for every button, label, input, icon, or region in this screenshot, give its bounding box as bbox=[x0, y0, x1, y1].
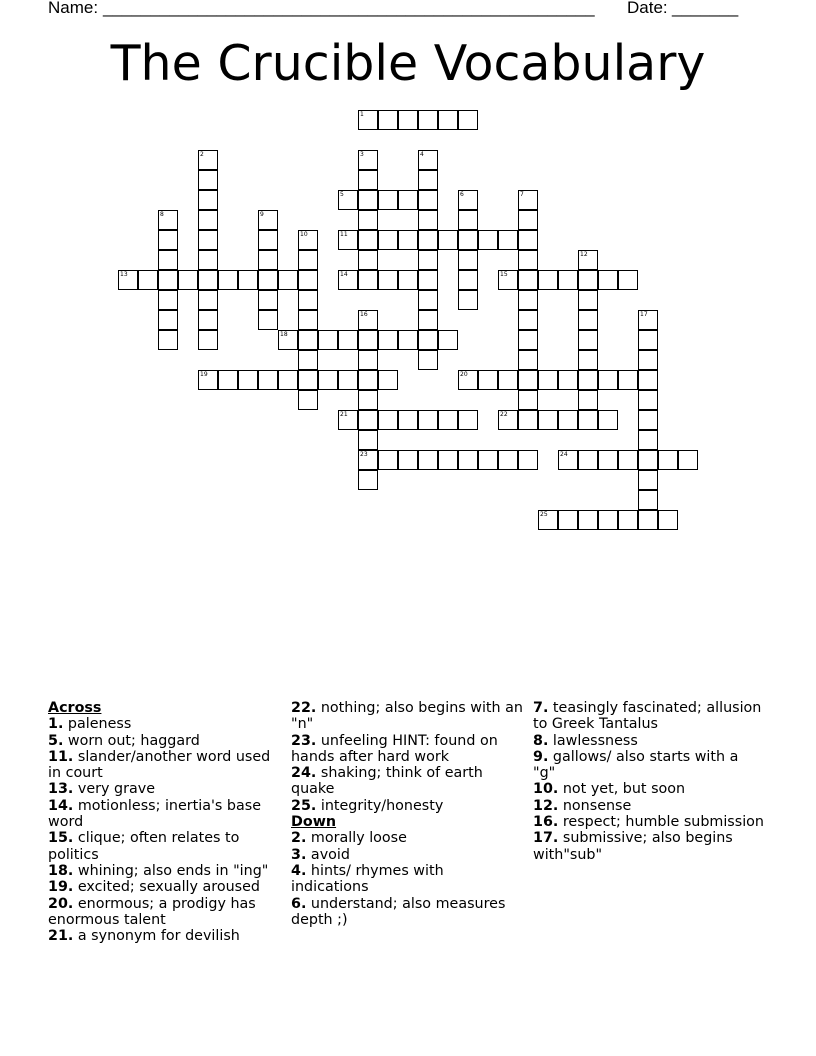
clue-number-label: 6 bbox=[460, 191, 464, 198]
grid-cell[interactable] bbox=[598, 370, 618, 390]
grid-cell[interactable] bbox=[438, 330, 458, 350]
clue-number: 9. bbox=[533, 748, 549, 765]
grid-cell-4[interactable] bbox=[418, 150, 438, 170]
grid-cell[interactable] bbox=[278, 270, 298, 290]
grid-cell[interactable] bbox=[638, 330, 658, 350]
grid-cell[interactable] bbox=[458, 210, 478, 230]
grid-cell[interactable] bbox=[378, 110, 398, 130]
clue-text: nothing; also begins with an "n" bbox=[291, 700, 523, 733]
across-clue bbox=[291, 733, 523, 766]
grid-cell-11[interactable] bbox=[338, 230, 358, 250]
grid-cell-14[interactable] bbox=[338, 270, 358, 290]
clue-number-label: 22 bbox=[500, 411, 508, 418]
grid-cell-1[interactable] bbox=[358, 110, 378, 130]
grid-cell-7[interactable] bbox=[518, 190, 538, 210]
date-label: Date: bbox=[627, 0, 668, 17]
grid-cell[interactable] bbox=[258, 310, 278, 330]
grid-cell[interactable] bbox=[538, 370, 558, 390]
clue-number: 21. bbox=[48, 928, 74, 945]
grid-cell[interactable] bbox=[498, 370, 518, 390]
grid-cell[interactable] bbox=[298, 250, 318, 270]
clue-number-label: 24 bbox=[560, 451, 568, 458]
down-clue-list bbox=[291, 830, 523, 928]
grid-cell[interactable] bbox=[518, 310, 538, 330]
grid-cell[interactable] bbox=[598, 410, 618, 430]
grid-cell[interactable] bbox=[438, 230, 458, 250]
clue-number: 7. bbox=[533, 700, 549, 716]
grid-cell[interactable] bbox=[538, 410, 558, 430]
down-clue bbox=[533, 700, 765, 733]
grid-cell-6[interactable] bbox=[458, 190, 478, 210]
clue-number-label: 12 bbox=[580, 251, 588, 258]
grid-cell[interactable] bbox=[358, 170, 378, 190]
grid-cell[interactable] bbox=[358, 330, 378, 350]
clue-text: shaking; think of earth quake bbox=[291, 765, 483, 798]
across-clue bbox=[291, 765, 523, 798]
grid-cell[interactable] bbox=[458, 230, 478, 250]
grid-cell[interactable] bbox=[518, 290, 538, 310]
clue-text: whining; also ends in "ing" bbox=[73, 862, 269, 879]
grid-cell[interactable] bbox=[398, 330, 418, 350]
grid-cell-16[interactable] bbox=[358, 310, 378, 330]
grid-cell[interactable] bbox=[318, 370, 338, 390]
grid-cell-21[interactable] bbox=[338, 410, 358, 430]
grid-cell[interactable] bbox=[618, 370, 638, 390]
grid-cell[interactable] bbox=[658, 450, 678, 470]
clue-text: gallows/ also starts with a "g" bbox=[533, 748, 739, 782]
date-field-line[interactable]: _______ bbox=[672, 0, 739, 17]
across-clue bbox=[48, 716, 280, 732]
grid-cell[interactable] bbox=[578, 450, 598, 470]
grid-cell[interactable] bbox=[358, 430, 378, 450]
across-clue bbox=[48, 879, 280, 895]
grid-cell[interactable] bbox=[418, 310, 438, 330]
clue-text: enormous; a prodigy has enormous talent bbox=[48, 895, 256, 928]
clue-text: motionless; inertia's base word bbox=[48, 797, 262, 831]
across-clue bbox=[48, 830, 280, 863]
grid-cell[interactable] bbox=[578, 410, 598, 430]
clue-text: paleness bbox=[63, 716, 132, 733]
grid-cell[interactable] bbox=[458, 410, 478, 430]
clue-number-label: 8 bbox=[160, 211, 164, 218]
grid-cell[interactable] bbox=[358, 190, 378, 210]
clue-number-label: 20 bbox=[460, 371, 468, 378]
down-clue bbox=[533, 814, 765, 830]
grid-cell[interactable] bbox=[518, 370, 538, 390]
name-field-line[interactable]: ____________________________________________________ bbox=[103, 0, 595, 17]
clue-number: 8. bbox=[533, 732, 549, 749]
grid-cell[interactable] bbox=[198, 210, 218, 230]
down-clue-list-continued bbox=[533, 700, 765, 863]
grid-cell-3[interactable] bbox=[358, 150, 378, 170]
clue-text: lawlessness bbox=[548, 732, 638, 749]
grid-cell[interactable] bbox=[398, 270, 418, 290]
grid-cell[interactable] bbox=[358, 350, 378, 370]
clue-number-label: 15 bbox=[500, 271, 508, 278]
grid-cell[interactable] bbox=[518, 230, 538, 250]
clue-number: 12. bbox=[533, 797, 559, 814]
grid-cell[interactable] bbox=[518, 270, 538, 290]
clue-number: 24. bbox=[291, 765, 317, 782]
grid-cell[interactable] bbox=[478, 370, 498, 390]
grid-cell[interactable] bbox=[558, 410, 578, 430]
grid-cell[interactable] bbox=[518, 450, 538, 470]
clue-text: nonsense bbox=[558, 797, 632, 814]
grid-cell[interactable] bbox=[178, 270, 198, 290]
name-label: Name: bbox=[48, 0, 99, 17]
grid-cell[interactable] bbox=[338, 330, 358, 350]
grid-cell[interactable] bbox=[298, 350, 318, 370]
clue-number-label: 5 bbox=[340, 191, 344, 198]
grid-cell[interactable] bbox=[158, 230, 178, 250]
grid-cell[interactable] bbox=[418, 250, 438, 270]
grid-cell[interactable] bbox=[378, 270, 398, 290]
grid-cell[interactable] bbox=[498, 230, 518, 250]
clue-number: 13. bbox=[48, 781, 74, 798]
clue-number: 25. bbox=[291, 797, 317, 814]
grid-cell[interactable] bbox=[238, 270, 258, 290]
down-clue bbox=[533, 781, 765, 797]
grid-cell[interactable] bbox=[638, 490, 658, 510]
grid-cell[interactable] bbox=[418, 190, 438, 210]
clue-number-label: 4 bbox=[420, 151, 424, 158]
down-clue bbox=[291, 863, 523, 896]
down-clue bbox=[533, 749, 765, 782]
clue-number-label: 9 bbox=[260, 211, 264, 218]
clue-text: avoid bbox=[306, 846, 350, 863]
clue-number: 5. bbox=[48, 732, 64, 749]
grid-cell[interactable] bbox=[418, 350, 438, 370]
grid-cell[interactable] bbox=[518, 350, 538, 370]
grid-cell[interactable] bbox=[198, 170, 218, 190]
grid-cell[interactable] bbox=[558, 370, 578, 390]
grid-cell[interactable] bbox=[418, 450, 438, 470]
grid-cell[interactable] bbox=[638, 470, 658, 490]
grid-cell[interactable] bbox=[158, 270, 178, 290]
grid-cell[interactable] bbox=[398, 450, 418, 470]
clue-text: unfeeling HINT: found on hands after hard work bbox=[291, 732, 498, 765]
clue-number: 11. bbox=[48, 748, 74, 765]
clue-number-label: 13 bbox=[120, 271, 128, 278]
grid-cell[interactable] bbox=[198, 330, 218, 350]
grid-cell[interactable] bbox=[618, 510, 638, 530]
grid-cell[interactable] bbox=[658, 510, 678, 530]
grid-cell-18[interactable] bbox=[278, 330, 298, 350]
across-clue bbox=[48, 928, 280, 944]
across-clue bbox=[48, 749, 280, 782]
grid-cell[interactable] bbox=[638, 410, 658, 430]
clue-text: submissive; also begins with"sub" bbox=[533, 830, 733, 863]
clue-number-label: 25 bbox=[540, 511, 548, 518]
page-title: The Crucible Vocabulary bbox=[110, 35, 706, 92]
grid-cell[interactable] bbox=[478, 450, 498, 470]
grid-cell-23[interactable] bbox=[358, 450, 378, 470]
grid-cell[interactable] bbox=[458, 110, 478, 130]
grid-cell[interactable] bbox=[578, 370, 598, 390]
grid-cell[interactable] bbox=[478, 230, 498, 250]
grid-cell[interactable] bbox=[438, 110, 458, 130]
clue-number-label: 19 bbox=[200, 371, 208, 378]
grid-cell[interactable] bbox=[578, 310, 598, 330]
grid-cell[interactable] bbox=[358, 370, 378, 390]
clue-number-label: 2 bbox=[200, 151, 204, 158]
clue-number-label: 23 bbox=[360, 451, 368, 458]
grid-cell[interactable] bbox=[638, 450, 658, 470]
grid-cell[interactable] bbox=[358, 390, 378, 410]
grid-cell[interactable] bbox=[438, 450, 458, 470]
grid-cell[interactable] bbox=[358, 250, 378, 270]
clue-text: teasingly fascinated; allusion to Greek Tantalus bbox=[533, 700, 762, 733]
clue-text: morally loose bbox=[306, 830, 407, 847]
grid-cell[interactable] bbox=[458, 270, 478, 290]
down-heading: Down bbox=[291, 814, 337, 831]
grid-cell[interactable] bbox=[418, 330, 438, 350]
across-clue-list-continued bbox=[291, 700, 523, 814]
clue-number-label: 17 bbox=[640, 311, 648, 318]
clue-number: 10. bbox=[533, 781, 559, 798]
grid-cell[interactable] bbox=[238, 370, 258, 390]
grid-cell-20[interactable] bbox=[458, 370, 478, 390]
clue-text: clique; often relates to politics bbox=[48, 830, 240, 863]
clue-number-label: 1 bbox=[360, 111, 364, 118]
grid-cell[interactable] bbox=[518, 410, 538, 430]
across-heading: Across bbox=[48, 700, 102, 716]
grid-cell[interactable] bbox=[358, 270, 378, 290]
clue-text: a synonym for devilish bbox=[73, 928, 240, 945]
grid-cell-24[interactable] bbox=[558, 450, 578, 470]
grid-cell[interactable] bbox=[538, 270, 558, 290]
grid-cell-19[interactable] bbox=[198, 370, 218, 390]
grid-cell[interactable] bbox=[198, 290, 218, 310]
grid-cell[interactable] bbox=[298, 270, 318, 290]
down-clue bbox=[533, 798, 765, 814]
grid-cell[interactable] bbox=[598, 270, 618, 290]
grid-cell[interactable] bbox=[458, 250, 478, 270]
clue-text: excited; sexually aroused bbox=[73, 879, 260, 896]
clue-number-label: 16 bbox=[360, 311, 368, 318]
grid-cell[interactable] bbox=[258, 370, 278, 390]
clue-number: 2. bbox=[291, 830, 307, 847]
grid-cell[interactable] bbox=[158, 310, 178, 330]
across-clue bbox=[291, 798, 523, 814]
grid-cell-8[interactable] bbox=[158, 210, 178, 230]
clue-number: 17. bbox=[533, 830, 559, 847]
grid-cell[interactable] bbox=[218, 270, 238, 290]
clue-number-label: 3 bbox=[360, 151, 364, 158]
grid-cell[interactable] bbox=[618, 450, 638, 470]
grid-cell[interactable] bbox=[418, 210, 438, 230]
grid-cell[interactable] bbox=[258, 250, 278, 270]
grid-cell[interactable] bbox=[358, 470, 378, 490]
grid-cell[interactable] bbox=[198, 310, 218, 330]
down-clue bbox=[291, 896, 523, 929]
across-clue bbox=[291, 700, 523, 733]
clue-text: not yet, but soon bbox=[558, 781, 686, 798]
grid-cell-22[interactable] bbox=[498, 410, 518, 430]
grid-cell[interactable] bbox=[378, 190, 398, 210]
grid-cell[interactable] bbox=[638, 350, 658, 370]
grid-cell[interactable] bbox=[198, 230, 218, 250]
grid-cell[interactable] bbox=[258, 290, 278, 310]
grid-cell[interactable] bbox=[158, 290, 178, 310]
grid-cell[interactable] bbox=[418, 290, 438, 310]
grid-cell[interactable] bbox=[258, 270, 278, 290]
grid-cell[interactable] bbox=[338, 370, 358, 390]
clue-number: 15. bbox=[48, 830, 74, 847]
grid-cell[interactable] bbox=[498, 450, 518, 470]
clue-number-label: 18 bbox=[280, 331, 288, 338]
grid-cell[interactable] bbox=[378, 370, 398, 390]
grid-cell[interactable] bbox=[578, 270, 598, 290]
clue-number-label: 11 bbox=[340, 231, 348, 238]
grid-cell[interactable] bbox=[258, 230, 278, 250]
clue-number: 3. bbox=[291, 846, 307, 863]
grid-cell[interactable] bbox=[218, 370, 238, 390]
grid-cell[interactable] bbox=[638, 370, 658, 390]
grid-cell[interactable] bbox=[198, 250, 218, 270]
grid-cell[interactable] bbox=[278, 370, 298, 390]
clue-number-label: 10 bbox=[300, 231, 308, 238]
grid-cell[interactable] bbox=[378, 330, 398, 350]
clue-text: very grave bbox=[73, 781, 155, 798]
across-clue bbox=[48, 896, 280, 929]
grid-cell[interactable] bbox=[458, 450, 478, 470]
clue-number: 19. bbox=[48, 879, 74, 896]
grid-cell-9[interactable] bbox=[258, 210, 278, 230]
clues-column-2 bbox=[291, 700, 523, 928]
clues-column-1 bbox=[48, 700, 280, 944]
grid-cell[interactable] bbox=[578, 330, 598, 350]
grid-cell-15[interactable] bbox=[498, 270, 518, 290]
grid-cell[interactable] bbox=[298, 370, 318, 390]
clue-number-label: 7 bbox=[520, 191, 524, 198]
grid-cell[interactable] bbox=[638, 510, 658, 530]
clue-number: 14. bbox=[48, 797, 74, 814]
grid-cell[interactable] bbox=[558, 270, 578, 290]
grid-cell-13[interactable] bbox=[118, 270, 138, 290]
grid-cell[interactable] bbox=[598, 450, 618, 470]
down-clue bbox=[291, 847, 523, 863]
across-clue-list bbox=[48, 716, 280, 944]
clue-number: 22. bbox=[291, 700, 317, 716]
grid-cell[interactable] bbox=[518, 210, 538, 230]
across-clue bbox=[48, 798, 280, 831]
grid-cell[interactable] bbox=[398, 230, 418, 250]
clue-text: hints/ rhymes with indications bbox=[291, 862, 444, 896]
clue-number: 1. bbox=[48, 716, 64, 733]
clue-number: 23. bbox=[291, 732, 317, 749]
clue-number: 16. bbox=[533, 814, 559, 831]
grid-cell[interactable] bbox=[518, 390, 538, 410]
grid-cell[interactable] bbox=[418, 110, 438, 130]
grid-cell[interactable] bbox=[578, 290, 598, 310]
grid-cell[interactable] bbox=[298, 390, 318, 410]
grid-cell[interactable] bbox=[398, 410, 418, 430]
clue-text: understand; also measures depth ;) bbox=[291, 895, 506, 928]
grid-cell-10[interactable] bbox=[298, 230, 318, 250]
grid-cell[interactable] bbox=[158, 330, 178, 350]
clue-number-label: 21 bbox=[340, 411, 348, 418]
clue-text: respect; humble submission bbox=[558, 814, 764, 831]
grid-cell[interactable] bbox=[518, 330, 538, 350]
grid-cell[interactable] bbox=[298, 330, 318, 350]
grid-cell[interactable] bbox=[358, 410, 378, 430]
grid-cell[interactable] bbox=[578, 350, 598, 370]
grid-cell[interactable] bbox=[418, 270, 438, 290]
clue-text: slander/another word used in court bbox=[48, 748, 271, 782]
grid-cell-17[interactable] bbox=[638, 310, 658, 330]
grid-cell[interactable] bbox=[298, 310, 318, 330]
grid-cell[interactable] bbox=[518, 250, 538, 270]
clue-number-label: 14 bbox=[340, 271, 348, 278]
grid-cell-25[interactable] bbox=[538, 510, 558, 530]
grid-cell-5[interactable] bbox=[338, 190, 358, 210]
grid-cell[interactable] bbox=[398, 190, 418, 210]
grid-cell[interactable] bbox=[418, 230, 438, 250]
grid-cell[interactable] bbox=[598, 510, 618, 530]
grid-cell[interactable] bbox=[358, 230, 378, 250]
grid-cell[interactable] bbox=[638, 390, 658, 410]
clue-number: 18. bbox=[48, 862, 74, 879]
grid-cell[interactable] bbox=[318, 330, 338, 350]
down-clue bbox=[533, 733, 765, 749]
grid-cell[interactable] bbox=[198, 190, 218, 210]
grid-cell[interactable] bbox=[618, 270, 638, 290]
grid-cell[interactable] bbox=[378, 410, 398, 430]
grid-cell[interactable] bbox=[158, 250, 178, 270]
grid-cell[interactable] bbox=[558, 510, 578, 530]
grid-cell-12[interactable] bbox=[578, 250, 598, 270]
grid-cell[interactable] bbox=[438, 410, 458, 430]
across-clue bbox=[48, 781, 280, 797]
grid-cell[interactable] bbox=[378, 230, 398, 250]
grid-cell[interactable] bbox=[198, 270, 218, 290]
down-clue bbox=[291, 830, 523, 846]
grid-cell[interactable] bbox=[398, 110, 418, 130]
down-clue bbox=[533, 830, 765, 863]
grid-cell[interactable] bbox=[578, 390, 598, 410]
across-clue bbox=[48, 733, 280, 749]
grid-cell[interactable] bbox=[418, 170, 438, 190]
grid-cell[interactable] bbox=[578, 510, 598, 530]
grid-cell[interactable] bbox=[678, 450, 698, 470]
grid-cell[interactable] bbox=[378, 450, 398, 470]
clue-number: 6. bbox=[291, 895, 307, 912]
grid-cell[interactable] bbox=[298, 290, 318, 310]
clue-text: worn out; haggard bbox=[63, 732, 200, 749]
grid-cell[interactable] bbox=[638, 430, 658, 450]
grid-cell[interactable] bbox=[138, 270, 158, 290]
clues-column-3 bbox=[533, 700, 765, 863]
clue-text: integrity/honesty bbox=[316, 797, 444, 814]
grid-cell-2[interactable] bbox=[198, 150, 218, 170]
grid-cell[interactable] bbox=[358, 210, 378, 230]
across-clue bbox=[48, 863, 280, 879]
clue-number: 4. bbox=[291, 862, 307, 879]
clue-number: 20. bbox=[48, 895, 74, 912]
grid-cell[interactable] bbox=[418, 410, 438, 430]
grid-cell[interactable] bbox=[458, 290, 478, 310]
